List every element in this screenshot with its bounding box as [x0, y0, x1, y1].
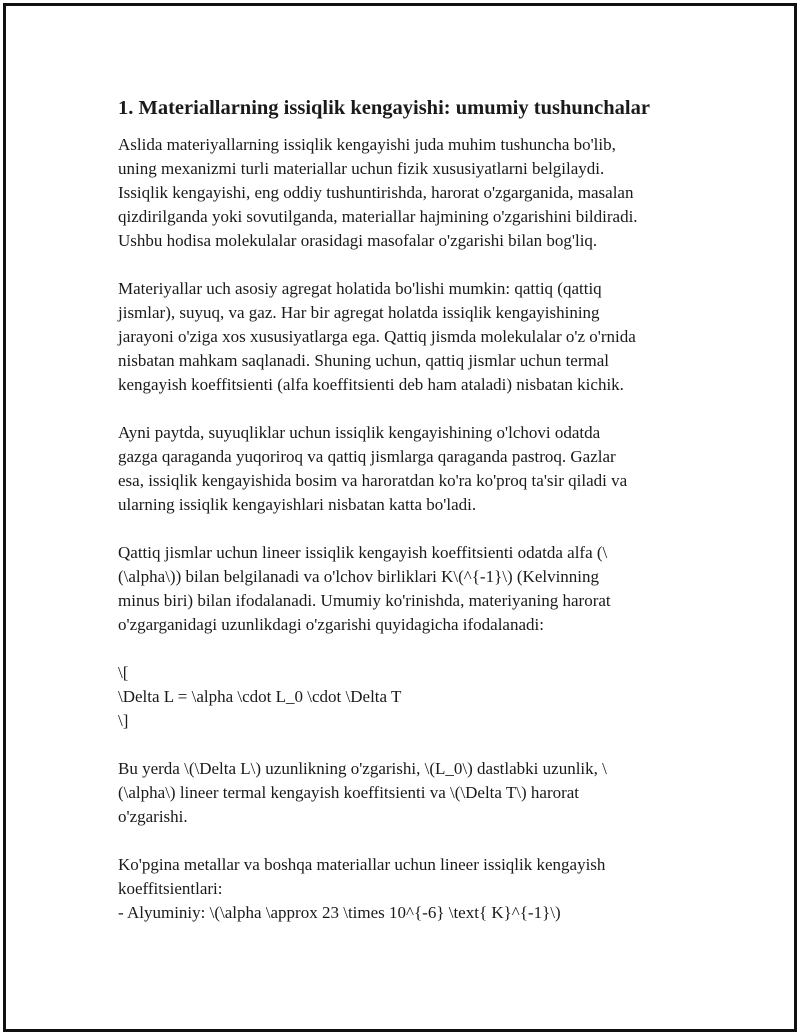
- text-line: (\alpha\)) bilan belgilanadi va o'lchov birliklari K\(^{-1}\) (Kelvinning: [118, 567, 600, 586]
- text-line: Ayni paytda, suyuqliklar uchun issiqlik kengayishining o'lchovi odatda: [118, 423, 601, 442]
- text-line: Bu yerda \(\Delta L\) uzunlikning o'zgarishi, \(L_0\) dastlabki uzunlik, \: [118, 759, 607, 778]
- text-line: qizdirilganda yoki sovutilganda, materiallar hajmining o'zgarishini bildiradi.: [118, 207, 638, 226]
- text-line: (\alpha\) lineer termal kengayish koeffitsienti va \(\Delta T\) harorat: [118, 783, 580, 802]
- formula-line: \[: [118, 663, 129, 682]
- text-line: koeffitsientlari:: [118, 879, 223, 898]
- text-line: o'zgarishi.: [118, 807, 188, 826]
- paragraph-coefficient: [118, 541, 688, 637]
- paragraph-coefficients-list: [118, 853, 688, 925]
- formula-line: \]: [118, 711, 129, 730]
- text-line: Aslida materiyallarning issiqlik kengayishi juda muhim tushuncha bo'lib,: [118, 135, 616, 154]
- text-line: Issiqlik kengayishi, eng oddiy tushuntirishda, harorat o'zgarganida, masalan: [118, 183, 634, 202]
- text-line: jismlar), suyuq, va gaz. Har bir agregat holatda issiqlik kengayishining: [118, 303, 600, 322]
- text-line: ularning issiqlik kengayishlari nisbatan katta bo'ladi.: [118, 495, 477, 514]
- text-line: minus biri) bilan ifodalanadi. Umumiy ko'rinishda, materiyaning harorat: [118, 591, 611, 610]
- text-line: kengayish koeffitsienti (alfa koeffitsienti deb ham ataladi) nisbatan kichik.: [118, 375, 624, 394]
- section-heading: 1. Materiallarning issiqlik kengayishi: umumiy tushunchalar: [118, 97, 650, 119]
- formula-block: [118, 661, 688, 733]
- text-line: jarayoni o'ziga xos xususiyatlarga ega. Qattiq jismda molekulalar o'z o'rnida: [118, 327, 636, 346]
- text-line: Materiyallar uch asosiy agregat holatida bo'lishi mumkin: qattiq (qattiq: [118, 279, 602, 298]
- paragraph-variables: [118, 757, 688, 829]
- text-line: esa, issiqlik kengayishida bosim va haroratdan ko'ra ko'proq ta'sir qiladi va: [118, 471, 628, 490]
- text-line: Ko'pgina metallar va boshqa materiallar uchun lineer issiqlik kengayish: [118, 855, 606, 874]
- formula-line: \Delta L = \alpha \cdot L_0 \cdot \Delta T: [118, 687, 402, 706]
- text-line: o'zgarganidagi uzunlikdagi o'zgarishi quyidagicha ifodalanadi:: [118, 615, 544, 634]
- paragraph-intro: [118, 133, 688, 253]
- list-item: - Alyuminiy: \(\alpha \approx 23 \times 10^{-6} \text{ K}^{-1}\): [118, 903, 561, 922]
- text-line: gazga qaraganda yuqoriroq va qattiq jismlarga qaraganda pastroq. Gazlar: [118, 447, 616, 466]
- paragraph-liquids-gases: [118, 421, 688, 517]
- text-line: Ushbu hodisa molekulalar orasidagi masofalar o'zgarishi bilan bog'liq.: [118, 231, 598, 250]
- document-body: [118, 95, 688, 949]
- text-line: uning mexanizmi turli materiallar uchun fizik xususiyatlarni belgilaydi.: [118, 159, 605, 178]
- text-line: Qattiq jismlar uchun lineer issiqlik kengayish koeffitsienti odatda alfa (\: [118, 543, 608, 562]
- text-line: nisbatan mahkam saqlanadi. Shuning uchun, qattiq jismlar uchun termal: [118, 351, 610, 370]
- paragraph-states: [118, 277, 688, 397]
